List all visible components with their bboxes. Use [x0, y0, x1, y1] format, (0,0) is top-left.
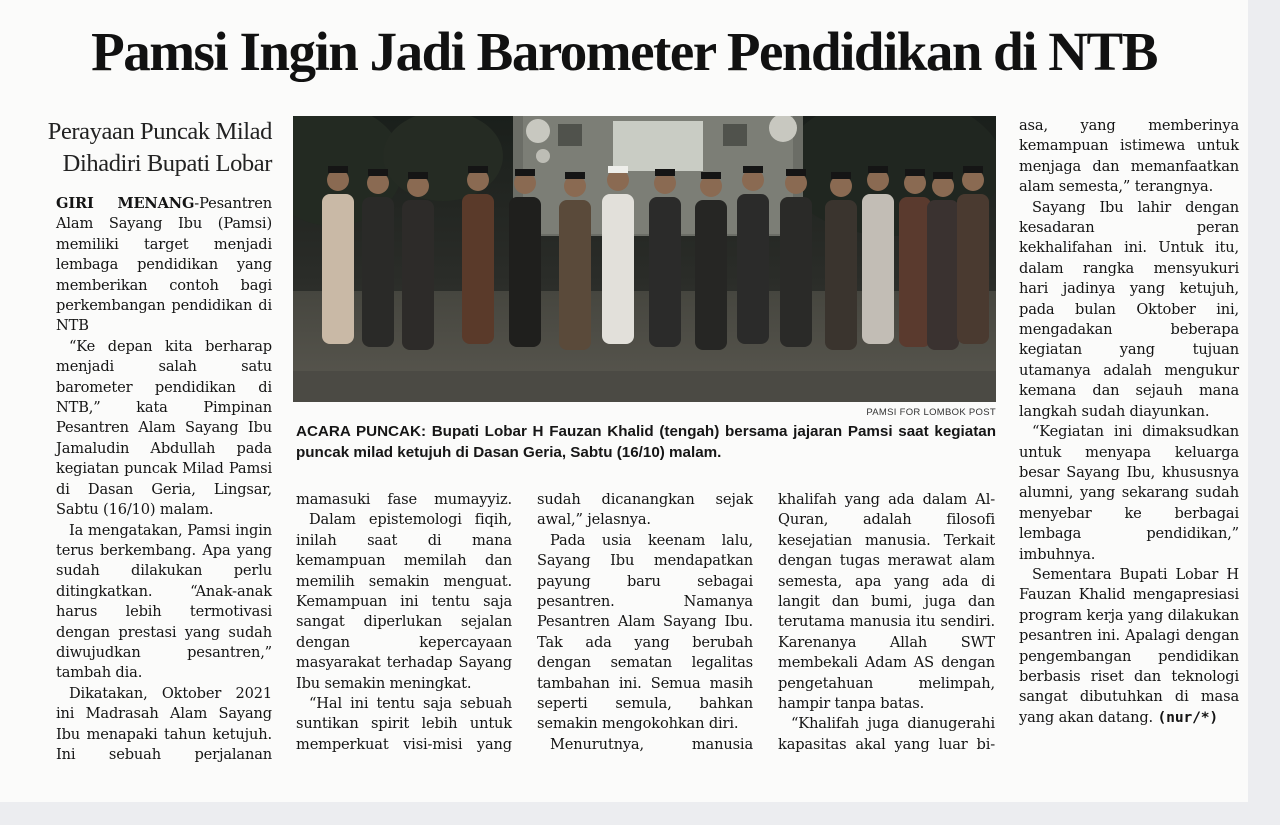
article-paragraph: “Kegiatan ini dimaksudkan untuk menyapa keluarga besar Sayang Ibu, khususnya alumni, yang sekarang sudah menyebar ke berbagai lembaga pendidikan,” imbuhnya. [1019, 423, 1239, 563]
article-paragraph: asa, yang memberinya kemampuan istimewa untuk menjaga dan memanfaatkan alam semesta,” terangnya. [1019, 117, 1239, 196]
article-paragraph [56, 194, 272, 337]
article-paragraph: “Hal ini tentu saja sebuah suntikan spirit lebih untuk memperkuat visi-misi yang [296, 695, 512, 753]
article-paragraph: sudah dicanangkan sejak awal,” jelasnya. [537, 491, 753, 529]
photo-credit: PAMSI FOR LOMBOK POST [866, 407, 996, 418]
article-paragraph: “Ke depan kita berharap menjadi salah satu barometer pendidikan di NTB,” kata Pimpinan Pesantren Alam Sayang Ibu Jamaludin Abdullah pada kegiatan puncak Milad Pamsi di Dasan Geria, Lingsar, Sabtu (16/10) malam. [56, 337, 272, 519]
article-column-4 [778, 490, 995, 755]
subhead [40, 116, 272, 180]
article-paragraph: Dikatakan, Oktober 2021 ini Madrasah Alam Sayang Ibu menapaki tahun ketujuh. Ini sebuah perjalanan [56, 684, 272, 763]
viewer-background [1248, 0, 1280, 825]
byline: (nur/*) [1157, 708, 1219, 726]
headline: Pamsi Ingin Jadi Barometer Pendidikan di NTB [91, 21, 1157, 82]
article-column-5 [1019, 116, 1239, 728]
article-paragraph: “Khalifah juga dianugerahi kapasitas akal yang luar bi- [778, 715, 995, 753]
article-column-2 [296, 490, 512, 755]
article-column-1 [56, 194, 272, 765]
article-lead-text: -Pesantren Alam Sayang Ibu (Pamsi) memiliki target menjadi lembaga pendidikan yang memberikan contoh bagi perkembangan pendidikan di NTB [56, 195, 272, 335]
article-closing-text: Sementara Bupati Lobar H Fauzan Khalid mengapresiasi program kerja yang dilakukan pesantren ini. Apalagi dengan pengembangan pendidikan berbasis riset dan teknologi sangat dibutuhkan di masa yang akan datang. [1019, 565, 1239, 726]
article-paragraph: mamasuki fase mumayyiz. [296, 491, 512, 508]
subhead-line-2: Dihadiri Bupati Lobar [62, 150, 272, 177]
article-paragraph: Menurutnya, manusia [550, 735, 753, 753]
article-paragraph: Pada usia keenam lalu, Sayang Ibu mendapatkan payung baru sebagai pesantren. Namanya Pesantren Alam Sayang Ibu. Tak ada yang berubah dengan sematan legalitas tambahan ini. Semua masih seperti semula, bahkan semakin mengokohkan diri. [537, 531, 753, 733]
dateline: GIRI MENANG [56, 195, 195, 212]
article-column-3 [537, 490, 753, 755]
article-paragraph: Sayang Ibu lahir dengan kesadaran peran kekhalifahan ini. Untuk itu, dalam rangka mensyukuri hari jadinya yang ketujuh, pada bulan Oktober ini, mengadakan beberapa kegiatan yang tujuan utamanya adalah mengukur kemana dan sejauh mana langkah sudah diayunkan. [1019, 198, 1239, 420]
article-paragraph: Dalam epistemologi fiqih, inilah saat di mana kemampuan memilah dan memilih semakin menguat. Kemampuan ini tentu saja sangat diperlukan sejalan dengan kepercayaan masyarakat terhadap Sayang Ibu semakin meningkat. [296, 511, 512, 692]
article-paragraph: khalifah yang ada dalam Al-Quran, adalah filosofi kesejatian manusia. Terkait dengan tugas merawat alam semesta, apa yang ada di langit dan bumi, juga dan terutama manusia itu sendiri. Karenanya Allah SWT membekali Adam AS dengan pengetahuan melimpah, hampir tanpa batas. [778, 491, 995, 713]
article-paragraph [1019, 565, 1239, 728]
photo-caption: ACARA PUNCAK: Bupati Lobar H Fauzan Khalid (tengah) bersama jajaran Pamsi saat kegiatan puncak milad ketujuh di Dasan Geria, Sabtu (16/10) malam. [296, 423, 996, 461]
article-paragraph: Ia mengatakan, Pamsi ingin terus berkembang. Apa yang sudah dilakukan perlu ditingkatkan. “Anak-anak harus lebih termotivasi dengan prestasi yang sudah diwujudkan pesantren,” tambah dia. [56, 521, 272, 682]
event-photo [293, 116, 996, 402]
subhead-line-1: Perayaan Puncak Milad [47, 118, 272, 145]
